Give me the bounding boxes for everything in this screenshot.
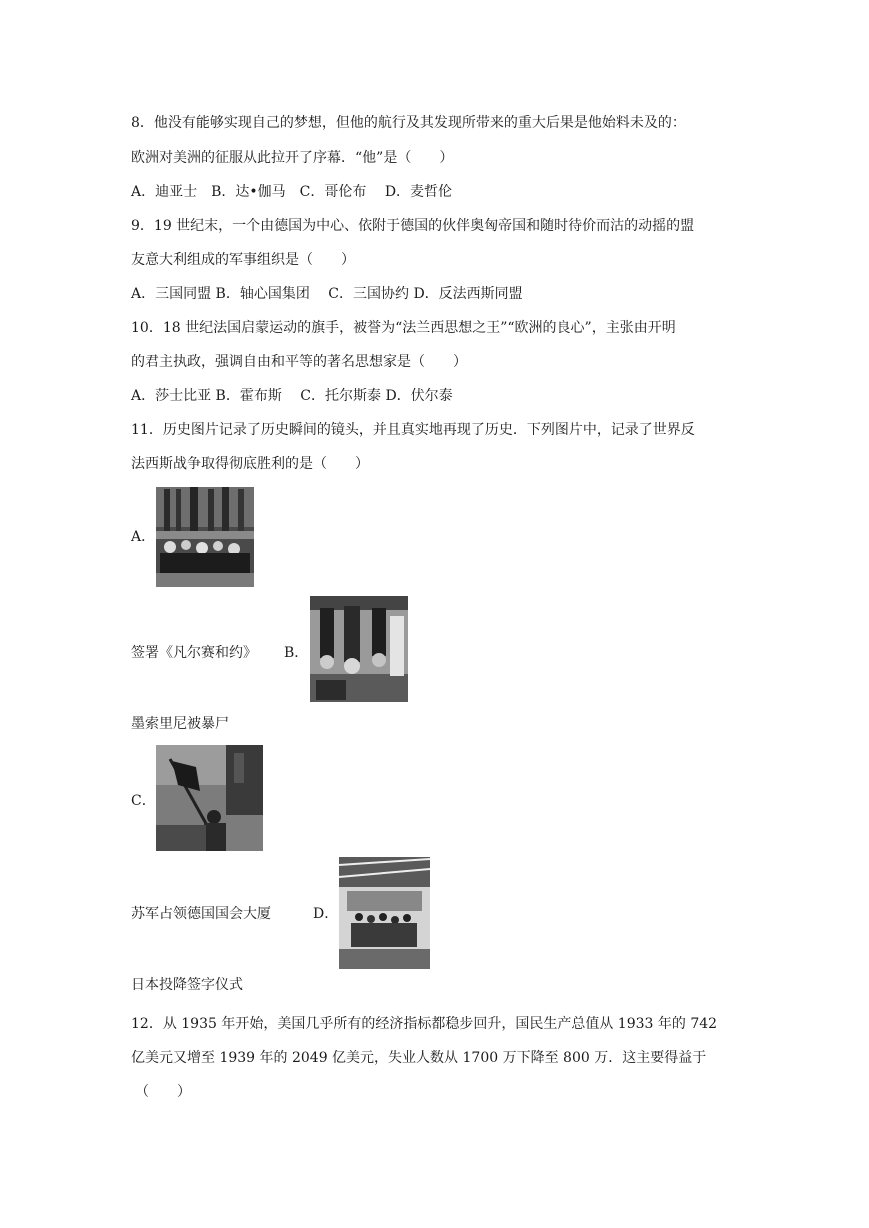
q11-caption-b: 墨索里尼被暴尸 (131, 716, 229, 732)
q9-options: A．三国同盟 B．轴心国集团 C．三国协约 D．反法西斯同盟 (131, 286, 523, 302)
q11-caption-c: 苏军占领德国国会大厦 (131, 906, 271, 922)
q11-option-c-label: C． (131, 793, 156, 809)
q11-caption-d: 日本投降签字仪式 (131, 977, 243, 993)
photo-versailles-signing (156, 487, 254, 587)
q11-stem-line1: 11．历史图片记录了历史瞬间的镜头，并且真实地再现了历史．下列图片中，记录了世界反 (131, 422, 695, 438)
q11-option-a-label: A． (131, 529, 156, 545)
photo-japan-surrender-ceremony (339, 857, 430, 969)
q10-stem-line1: 10．18 世纪法国启蒙运动的旗手，被誉为“法兰西思想之王”“欧洲的良心”，主张由开明 (131, 320, 676, 336)
q8-stem-line1: 8．他没有能够实现自己的梦想，但他的航行及其发现所带来的重大后果是他始料未及的： (131, 115, 686, 131)
q12-stem-line2: 亿美元又增至 1939 年的 2049 亿美元，失业人数从 1700 万下降至 800 万．这主要得益于 (131, 1050, 707, 1066)
q11-caption-a: 签署《凡尔赛和约》 (131, 645, 257, 661)
q10-stem-line2: 的君主执政，强调自由和平等的著名思想家是（ ） (131, 354, 467, 370)
q11-option-b-label: B． (284, 645, 309, 661)
q11-option-d-label: D． (313, 906, 339, 922)
photo-reichstag-flag (156, 745, 263, 851)
q9-stem-line1: 9．19 世纪末，一个由德国为中心、依附于德国的伙伴奥匈帝国和随时待价而沽的动摇的盟 (131, 218, 695, 234)
q12-stem-line1: 12．从 1935 年开始，美国几乎所有的经济指标都稳步回升，国民生产总值从 1933 年的 742 (131, 1016, 718, 1032)
photo-mussolini-corpse (310, 596, 408, 702)
q11-stem-line2: 法西斯战争取得彻底胜利的是（ ） (131, 456, 369, 472)
q8-options: A．迪亚士 B．达•伽马 C．哥伦布 D．麦哲伦 (131, 184, 453, 200)
q10-options: A．莎士比亚 B．霍布斯 C．托尔斯泰 D．伏尔泰 (131, 388, 453, 404)
q9-stem-line2: 友意大利组成的军事组织是（ ） (131, 252, 355, 268)
q8-stem-line2: 欧洲对美洲的征服从此拉开了序幕．“他”是（ ） (131, 150, 454, 166)
q12-stem-line3: （ ） (135, 1084, 191, 1100)
